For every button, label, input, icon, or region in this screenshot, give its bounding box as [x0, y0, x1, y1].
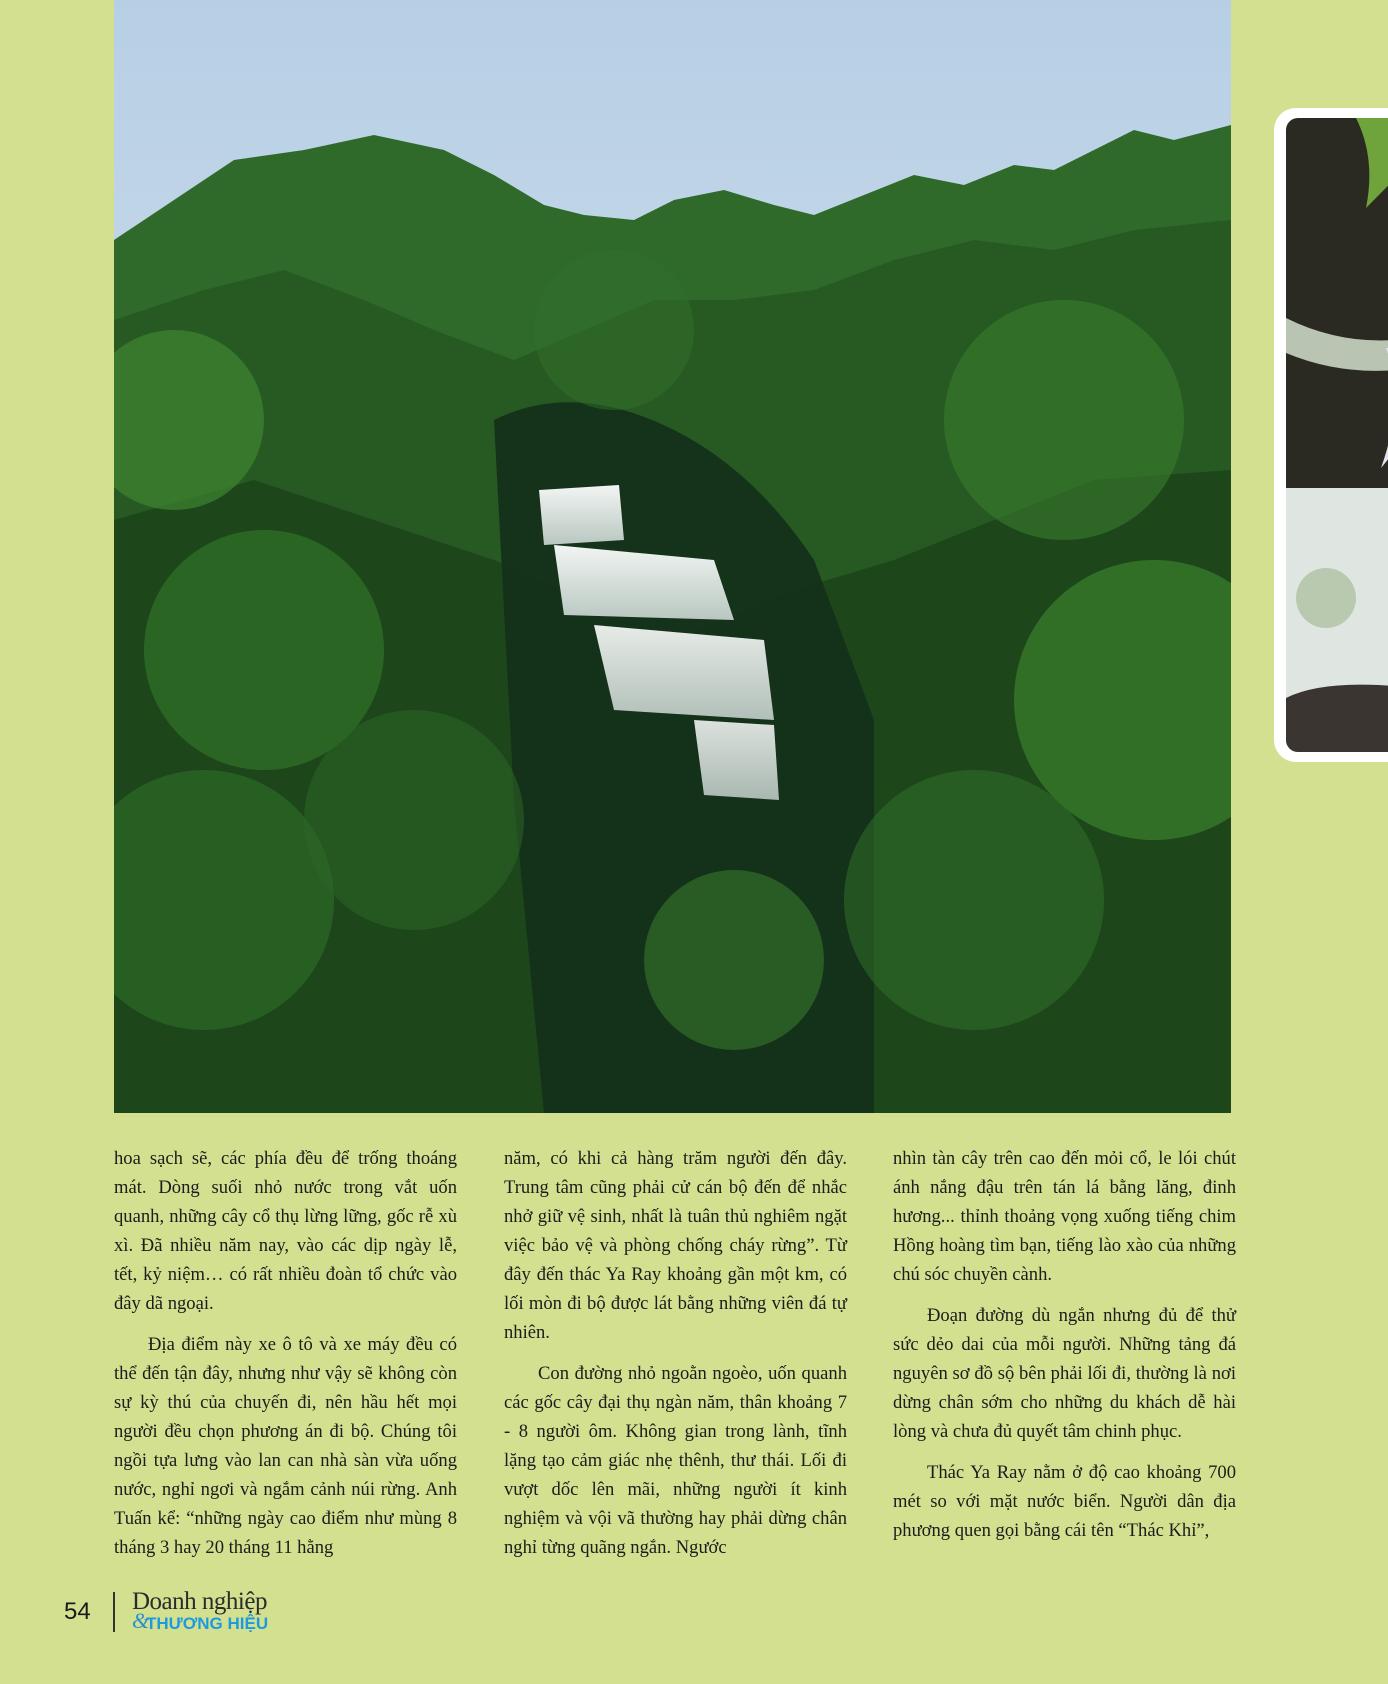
orchid-illustration: [1286, 118, 1388, 752]
magazine-logo: [132, 1588, 282, 1636]
logo-ampersand: &: [132, 1608, 150, 1633]
article-column-1: [114, 1144, 457, 1574]
waterfall-illustration: [114, 0, 1231, 1113]
article-column-2: [504, 1144, 847, 1574]
orchid-photo: [1274, 108, 1388, 762]
paragraph: nhìn tàn cây trên cao đến mỏi cổ, le lói chút ánh nắng đậu trên tán lá bằng lăng, đinh hương... thỉnh thoảng vọng xuống tiếng chim Hồng hoàng tìm bạn, tiếng lào xào của những chú sóc chuyền cành.: [893, 1148, 1236, 1285]
paragraph: Đoạn đường dù ngắn nhưng đủ để thử sức dẻo dai của mỗi người. Những tảng đá nguyên sơ đồ sộ bên phải lối đi, thường là nơi dừng chân sớm cho những du khách dễ hài lòng và chưa đủ quyết tâm chinh phục.: [893, 1305, 1236, 1442]
footer-divider: [113, 1592, 115, 1632]
paragraph: Thác Ya Ray nằm ở độ cao khoảng 700 mét so với mặt nước biển. Người dân địa phương quen gọi bằng cái tên “Thác Khỉ”,: [893, 1462, 1236, 1541]
paragraph: Con đường nhỏ ngoằn ngoèo, uốn quanh các gốc cây đại thụ ngàn năm, thân khoảng 7 - 8 người ôm. Không gian trong lành, tĩnh lặng tạo cảm giác nhẹ thênh, thư thái. Lối đi vượt dốc lên mãi, những người ít kinh nghiệm và vội vã thường hay phải dừng chân nghỉ từng quãng ngắn. Ngước: [504, 1363, 847, 1558]
paragraph: Địa điểm này xe ô tô và xe máy đều có thể đến tận đây, nhưng như vậy sẽ không còn sự kỳ thú của chuyến đi, nên hầu hết mọi người đều chọn phương án đi bộ. Chúng tôi ngồi tựa lưng vào lan can nhà sàn vừa uống nước, nghỉ ngơi và ngắm cảnh núi rừng. Anh Tuấn kể: “những ngày cao điểm như mùng 8 tháng 3 hay 20 tháng 11 hằng: [114, 1334, 457, 1558]
article-column-3: [893, 1144, 1236, 1557]
logo-text-bottom: THƯƠNG HIỆU: [146, 1614, 269, 1633]
waterfall-photo: [114, 0, 1231, 1113]
logo-text-top: Doanh nghiệp: [132, 1588, 267, 1615]
paragraph: năm, có khi cả hàng trăm người đến đây. Trung tâm cũng phải cử cán bộ đến để nhắc nhở giữ vệ sinh, nhất là tuân thủ nghiêm ngặt việc bảo vệ và phòng chống cháy rừng”. Từ đây đến thác Ya Ray khoảng gần một km, có lối mòn đi bộ được lát bằng những viên đá tự nhiên.: [504, 1148, 847, 1343]
paragraph: hoa sạch sẽ, các phía đều để trống thoáng mát. Dòng suối nhỏ nước trong vắt uốn quanh, những cây cổ thụ lừng lững, gốc rễ xù xì. Đã nhiều năm nay, vào các dịp ngày lễ, tết, kỷ niệm… có rất nhiều đoàn tổ chức vào đây dã ngoại.: [114, 1148, 457, 1314]
page-number: 54: [64, 1598, 91, 1625]
